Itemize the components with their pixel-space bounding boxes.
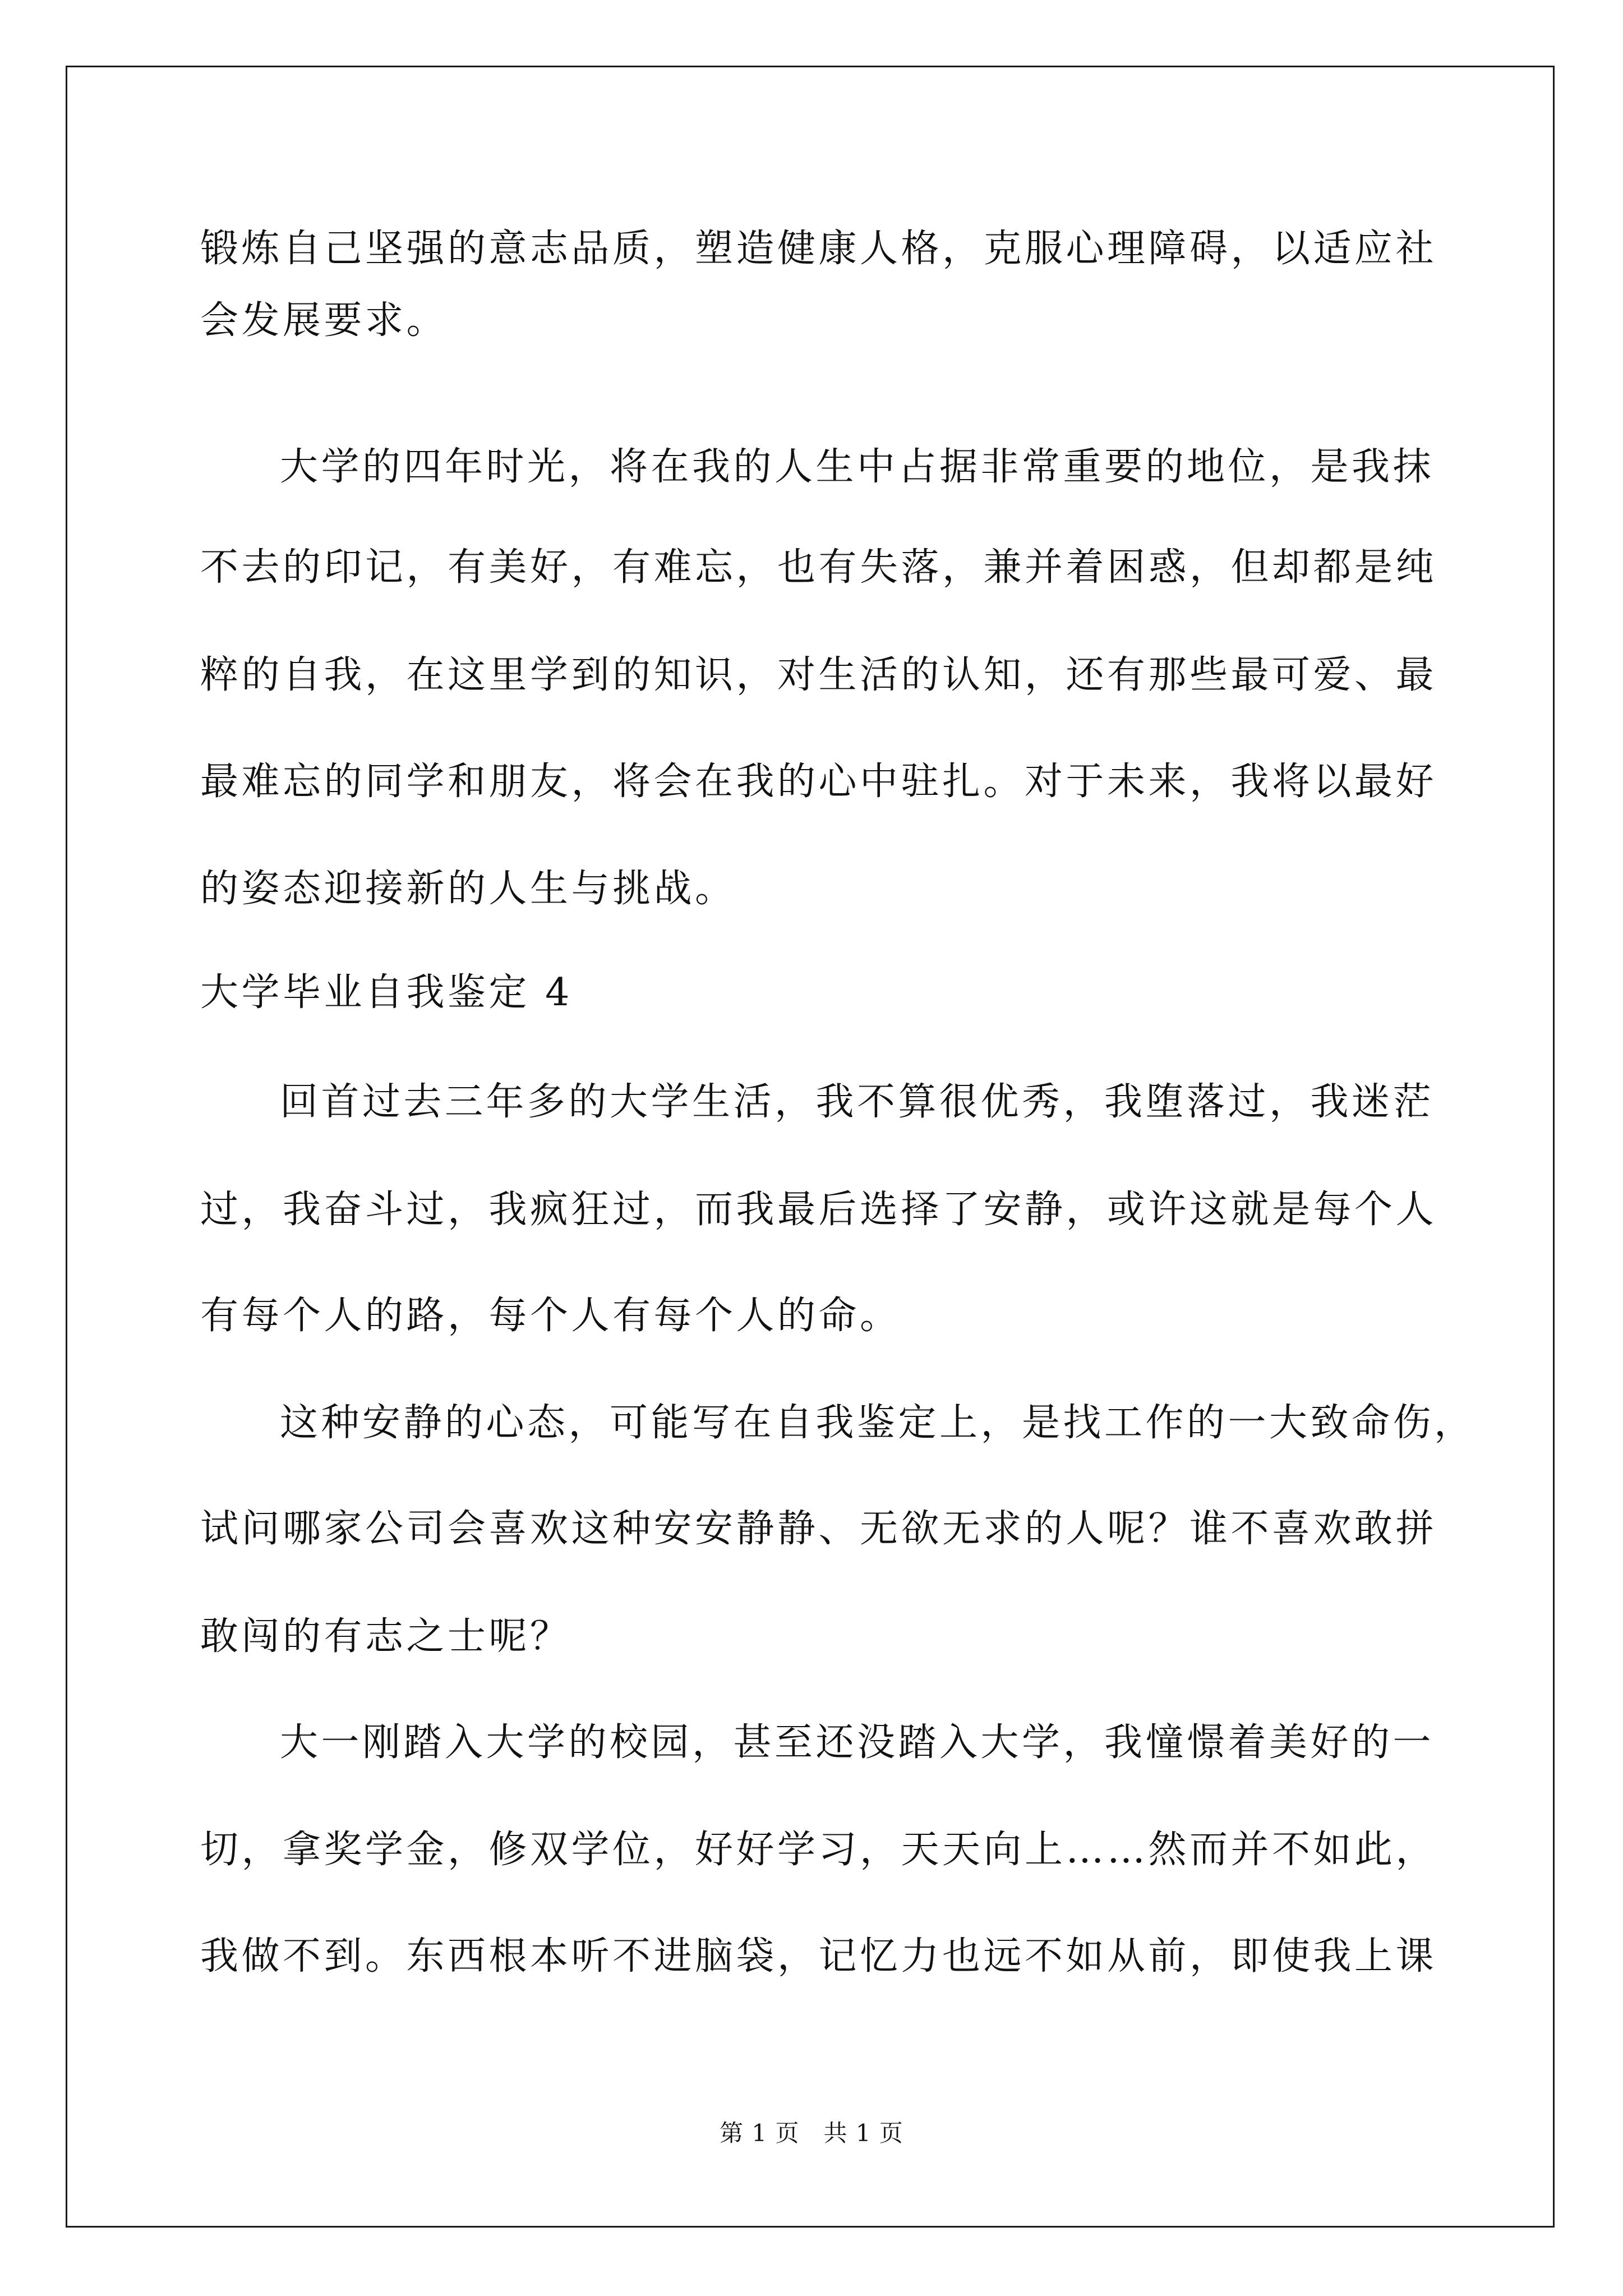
paragraph-line: 我做不到。东西根本听不进脑袋，记忆力也远不如从前，即使我上课 [200,1934,1437,1978]
paragraph-line: 试问哪家公司会喜欢这种安安静静、无欲无求的人呢？谁不喜欢敢拼 [200,1507,1437,1551]
paragraph-line: 最难忘的同学和朋友，将会在我的心中驻扎。对于未来，我将以最好 [200,760,1437,804]
paragraph-line: 这种安静的心态，可能写在自我鉴定上，是找工作的一大致命伤， [280,1401,1476,1445]
section-heading: 大学毕业自我鉴定 4 [200,970,573,1015]
paragraph-line: 锻炼自己坚强的意志品质，塑造健康人格，克服心理障碍，以适应社 [200,227,1437,271]
paragraph-line: 大学的四年时光，将在我的人生中占据非常重要的地位，是我抹 [280,445,1435,489]
paragraph-line: 的姿态迎接新的人生与挑战。 [200,867,736,911]
page-border [66,66,1555,2228]
paragraph-line: 有每个人的路，每个人有每个人的命。 [200,1294,901,1338]
page-footer: 第 1 页 共 1 页 [720,2119,903,2147]
paragraph-line: 过，我奋斗过，我疯狂过，而我最后选择了安静，或许这就是每个人 [200,1188,1437,1232]
paragraph-line: 敢闯的有志之士呢？ [200,1614,571,1659]
paragraph-line: 回首过去三年多的大学生活，我不算很优秀，我堕落过，我迷茫 [280,1080,1435,1124]
paragraph-line: 切，拿奖学金，修双学位，好好学习，天天向上……然而并不如此， [200,1828,1437,1872]
paragraph-line: 大一刚踏入大学的校园，甚至还没踏入大学，我憧憬着美好的一 [280,1720,1435,1765]
paragraph-line: 会发展要求。 [200,298,448,343]
paragraph-line: 不去的印记，有美好，有难忘，也有失落，兼并着困惑，但却都是纯 [200,545,1437,590]
paragraph-line: 粹的自我，在这里学到的知识，对生活的认知，还有那些最可爱、最 [200,653,1437,697]
